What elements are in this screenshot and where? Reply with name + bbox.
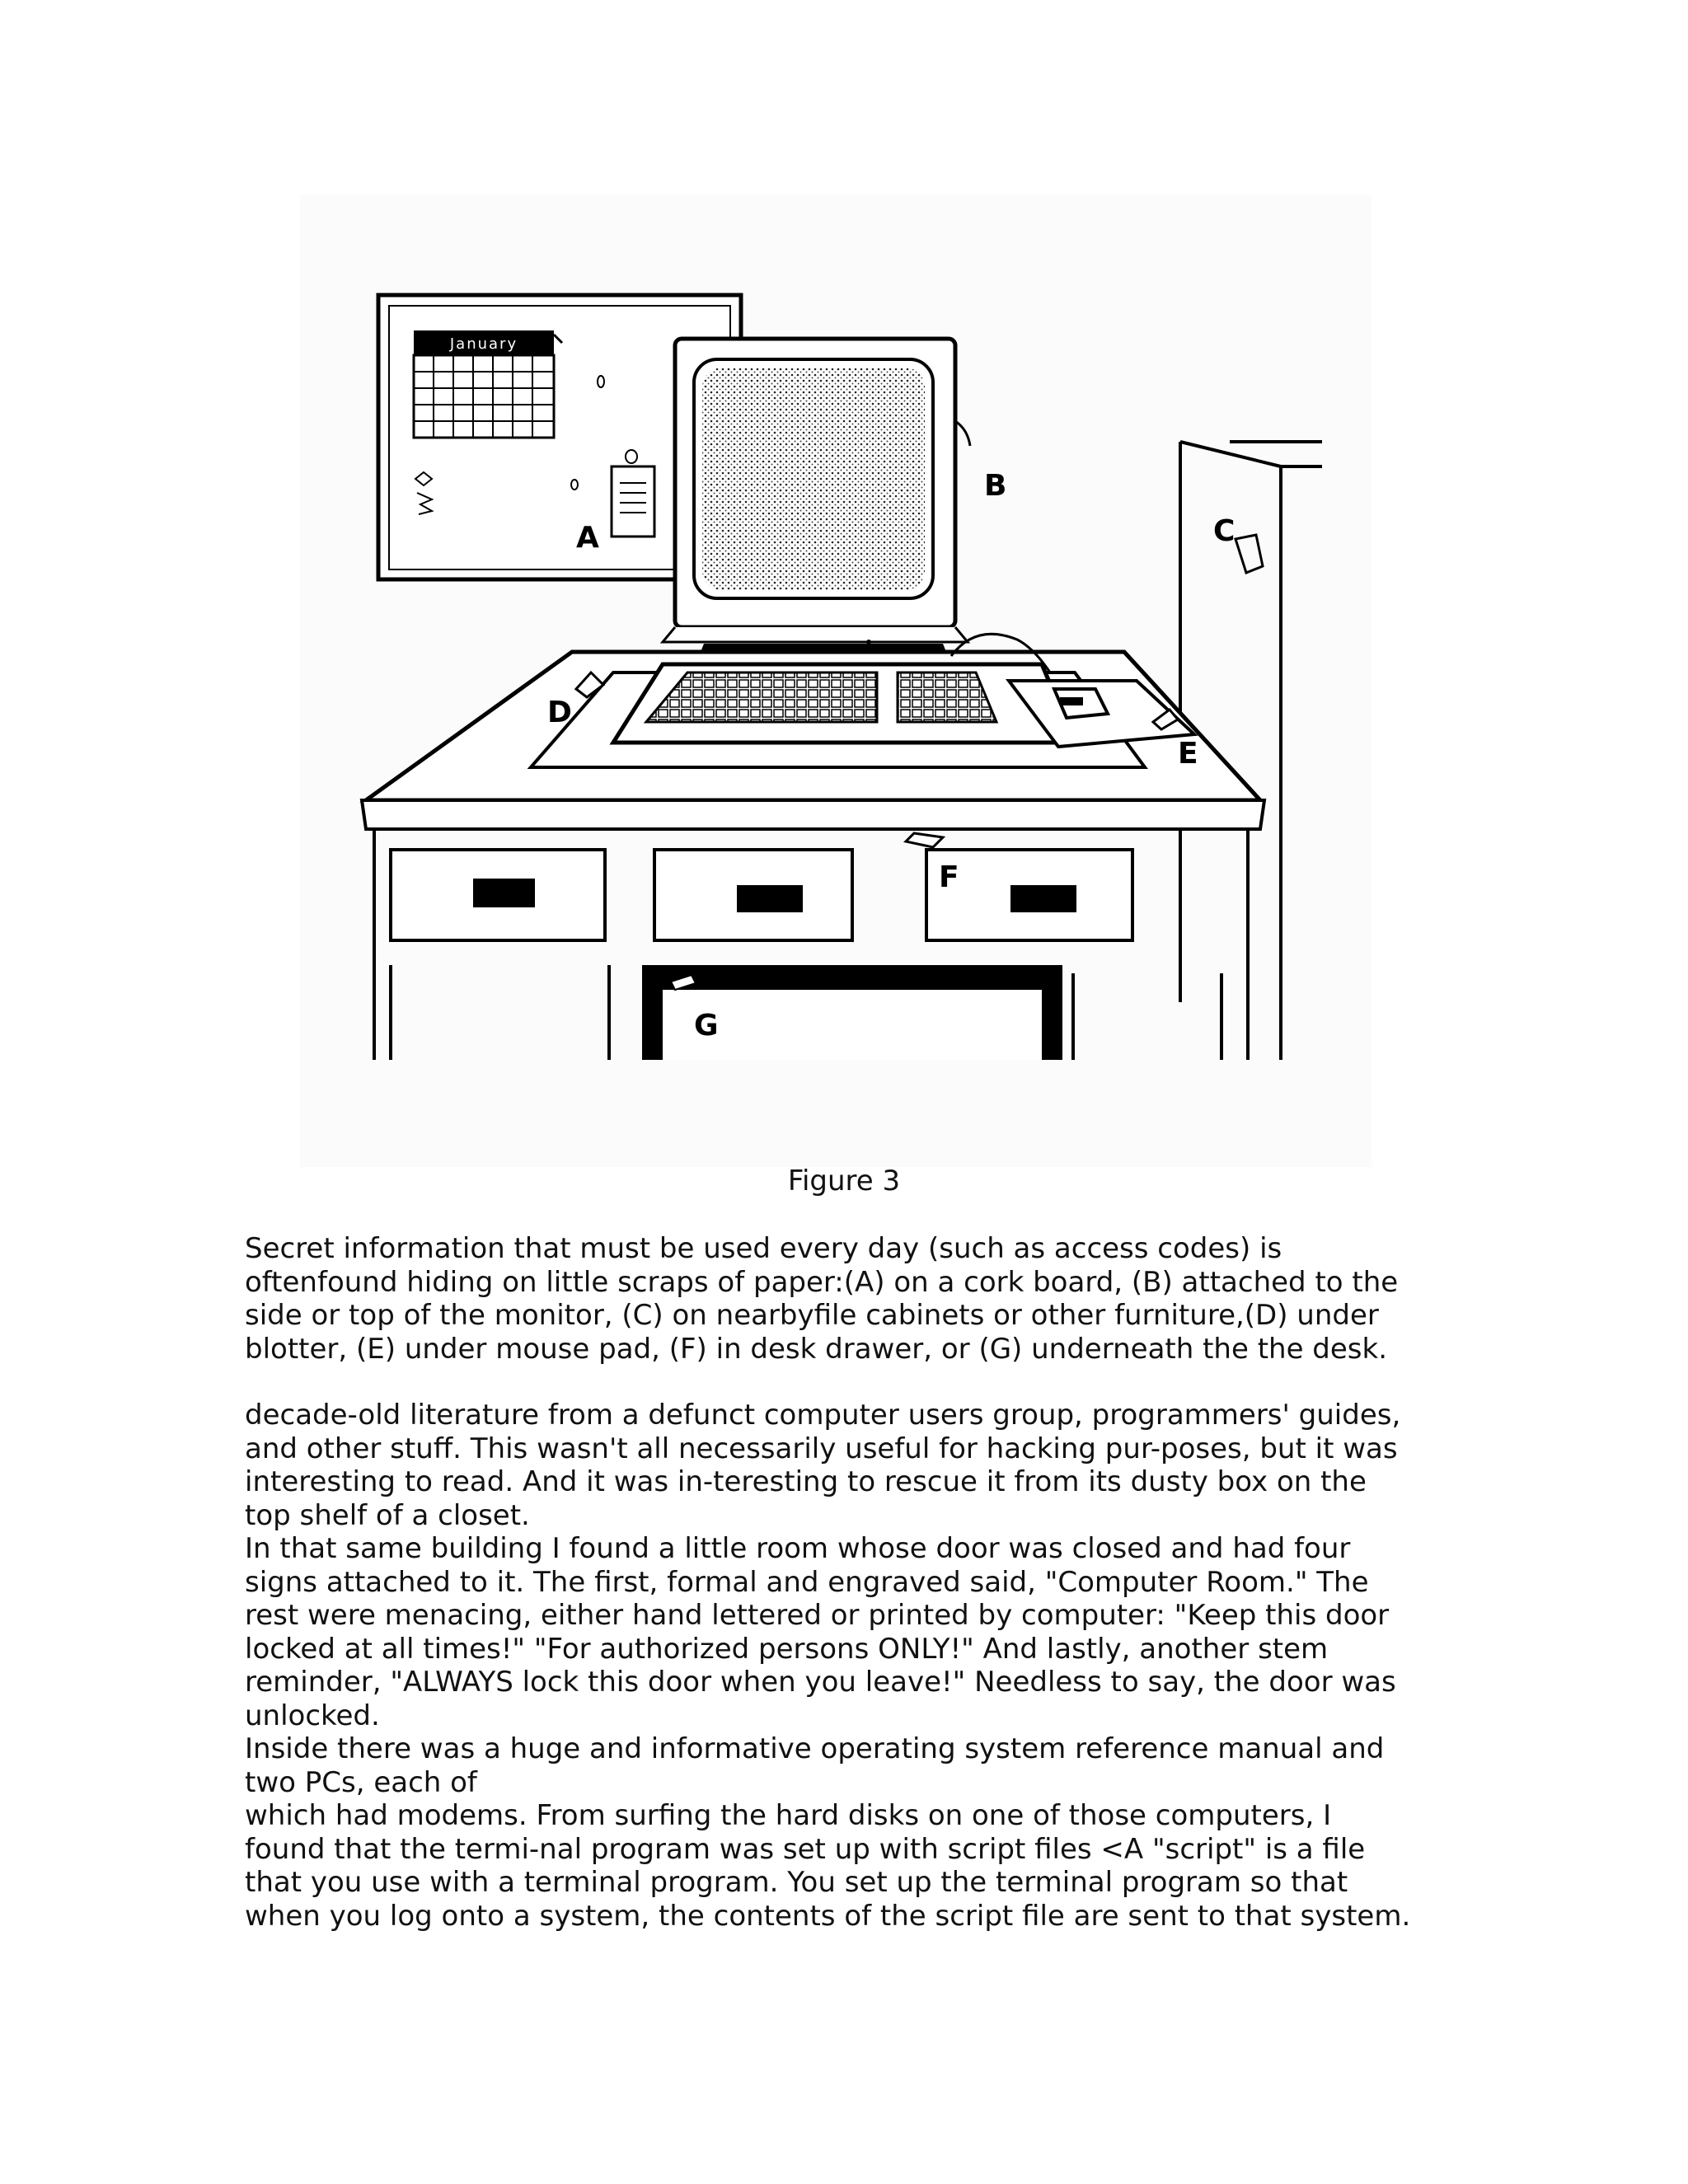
text-line: found that the termi-nal program was set up with script files <A "script" is a file — [245, 1832, 1366, 1866]
text-line: oftenfound hiding on little scraps of paper:(A) on a cork board, (B) attached to the — [245, 1265, 1399, 1299]
text-line: decade-old literature from a defunct computer users group, programmers' guides, — [245, 1399, 1401, 1432]
monitor — [663, 339, 970, 664]
label-e: E — [1178, 737, 1198, 771]
label-d: D — [547, 696, 572, 729]
label-g: G — [694, 1009, 719, 1043]
text-line: two PCs, each of — [245, 1765, 477, 1799]
text-line: blotter, (E) under mouse pad, (F) in desk drawer, or (G) underneath the the desk. — [245, 1332, 1388, 1366]
text-line: Secret information that must be used every day (such as access codes) is — [245, 1232, 1282, 1265]
figure-caption: Figure 3 — [787, 1165, 901, 1197]
figure-description — [245, 1232, 1440, 1366]
desk-illustration — [300, 194, 1372, 1167]
label-f: F — [939, 860, 959, 894]
text-line: which had modems. From surfing the hard disks on one of those computers, I — [245, 1799, 1332, 1832]
calendar — [414, 330, 562, 438]
text-line: top shelf of a closet. — [245, 1498, 530, 1532]
text-line: rest were menacing, either hand lettered or printed by computer: "Keep this door — [245, 1599, 1390, 1632]
text-line: unlocked. — [245, 1699, 380, 1732]
text-line: In that same building I found a little room whose door was closed and had four — [245, 1532, 1351, 1565]
text-line: signs attached to it. The first, formal and engraved said, "Computer Room." The — [245, 1565, 1369, 1599]
text-line: Inside there was a huge and informative operating system reference manual and — [245, 1732, 1385, 1765]
text-line: locked at all times!" "For authorized persons ONLY!" And lastly, another stem — [245, 1632, 1329, 1666]
text-line: reminder, "ALWAYS lock this door when you leave!" Needless to say, the door was — [245, 1666, 1396, 1699]
figure-illustration — [300, 194, 1372, 1167]
label-b: B — [984, 469, 1007, 503]
text-line: side or top of the monitor, (C) on nearbyfile cabinets or other furniture,(D) under — [245, 1299, 1379, 1332]
calendar-month: January — [449, 335, 518, 353]
body-text — [245, 1399, 1440, 1933]
note-f — [906, 833, 943, 847]
text-line: interesting to read. And it was in-teresting to rescue it from its dusty box on the — [245, 1465, 1367, 1498]
text-line: and other stuff. This wasn't all necessarily useful for hacking pur-poses, but it was — [245, 1432, 1398, 1465]
text-line: that you use with a terminal program. You set up the terminal program so that — [245, 1866, 1348, 1899]
text-line: when you log onto a system, the contents of the script file are sent to that system. — [245, 1899, 1411, 1933]
label-a: A — [576, 521, 599, 555]
label-c: C — [1213, 514, 1236, 548]
